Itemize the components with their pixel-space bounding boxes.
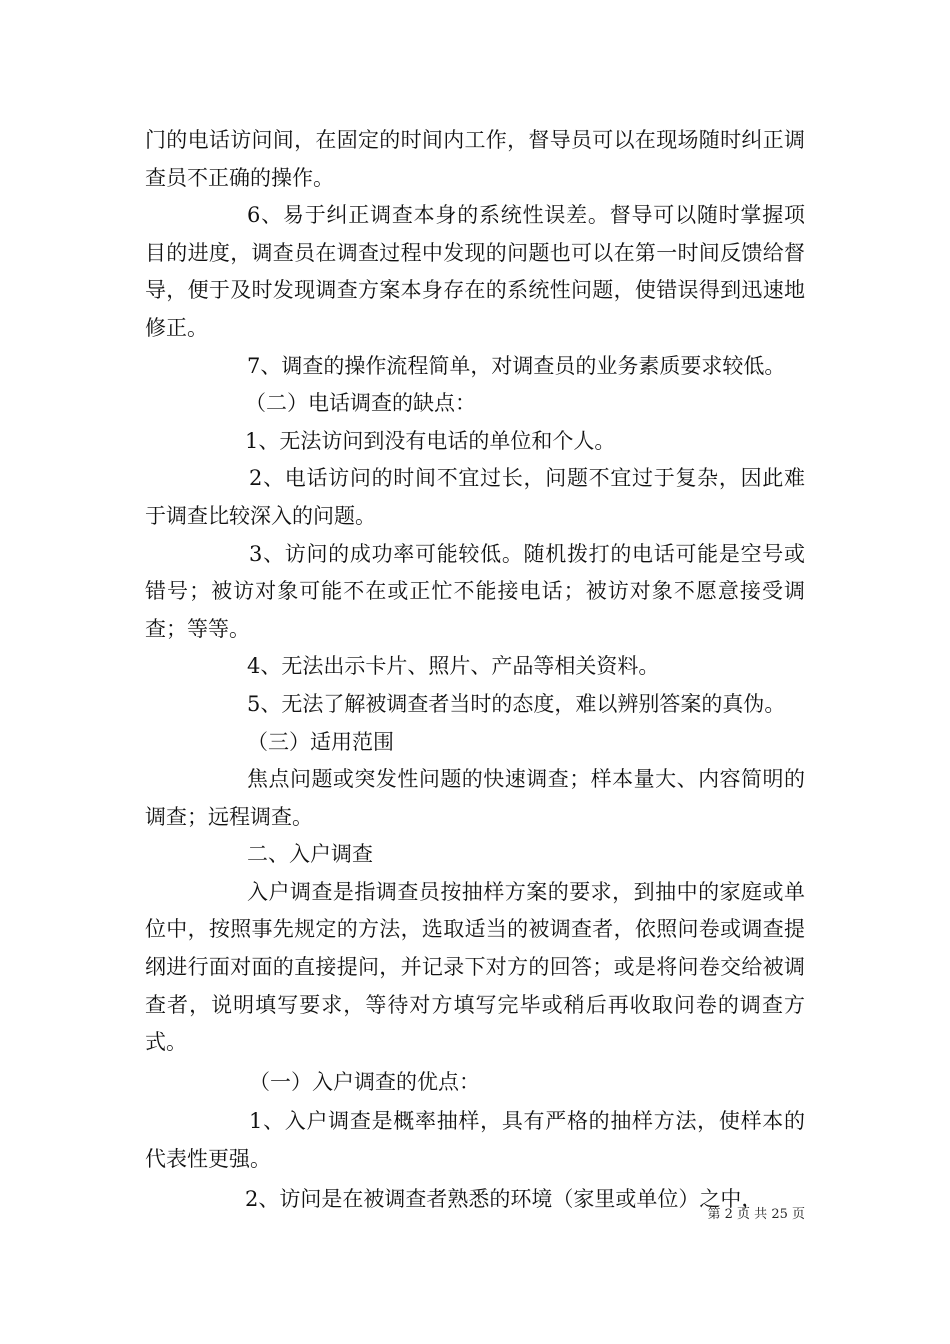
paragraph-home-advantage-2: 2、访问是在被调查者熟悉的环境（家里或单位）之中， xyxy=(245,1186,763,1211)
heading-home-survey: 二、入户调查 xyxy=(247,842,373,867)
paragraph-home-survey-definition: 入户调查是指调查员按抽样方案的要求，到抽中的家庭或单位中，按照事先规定的方法，选取适当的被调查者，依照问卷或调查提纲进行面对面的直接提问，并记录下对方的回答；或是将问卷交给被调查者，说明填写要求，等待对方填写完毕或稍后再收取问卷的调查方式。 xyxy=(145,879,805,1055)
paragraph-advantage-6: 6、易于纠正调查本身的系统性误差。督导可以随时掌握项目的进度，调查员在调查过程中发现的问题也可以在第一时间反馈给督导，便于及时发现调查方案本身存在的系统性问题，使错误得到迅速地修正。 xyxy=(145,203,805,340)
paragraph-continuation: 门的电话访问间，在固定的时间内工作，督导员可以在现场随时纠正调查员不正确的操作。 xyxy=(145,128,805,190)
document-body xyxy=(145,122,805,1218)
heading-scope: （三）适用范围 xyxy=(247,729,394,754)
paragraph-disadvantage-4: 4、无法出示卡片、照片、产品等相关资料。 xyxy=(247,654,660,679)
heading-phone-disadvantages: （二）电话调查的缺点： xyxy=(245,391,476,416)
paragraph-scope: 焦点问题或突发性问题的快速调查；样本量大、内容简明的调查；远程调查。 xyxy=(145,767,805,829)
paragraph-disadvantage-5: 5、无法了解被调查者当时的态度，难以辨别答案的真伪。 xyxy=(247,691,786,716)
paragraph-home-advantage-1: 1、入户调查是概率抽样，具有严格的抽样方法，使样本的代表性更强。 xyxy=(145,1109,805,1172)
paragraph-disadvantage-1: 1、无法访问到没有电话的单位和个人。 xyxy=(245,428,616,453)
heading-home-advantages: （一）入户调查的优点： xyxy=(249,1069,480,1094)
page-number-footer: 第 2 页 共 25 页 xyxy=(707,1207,805,1222)
paragraph-advantage-7: 7、调查的操作流程简单，对调查员的业务素质要求较低。 xyxy=(247,353,786,378)
paragraph-disadvantage-2: 2、电话访问的时间不宜过长，问题不宜过于复杂，因此难于调查比较深入的问题。 xyxy=(145,466,805,528)
paragraph-disadvantage-3: 3、访问的成功率可能较低。随机拨打的电话可能是空号或错号；被访对象可能不在或正忙不能接电话；被访对象不愿意接受调查；等等。 xyxy=(145,541,805,641)
